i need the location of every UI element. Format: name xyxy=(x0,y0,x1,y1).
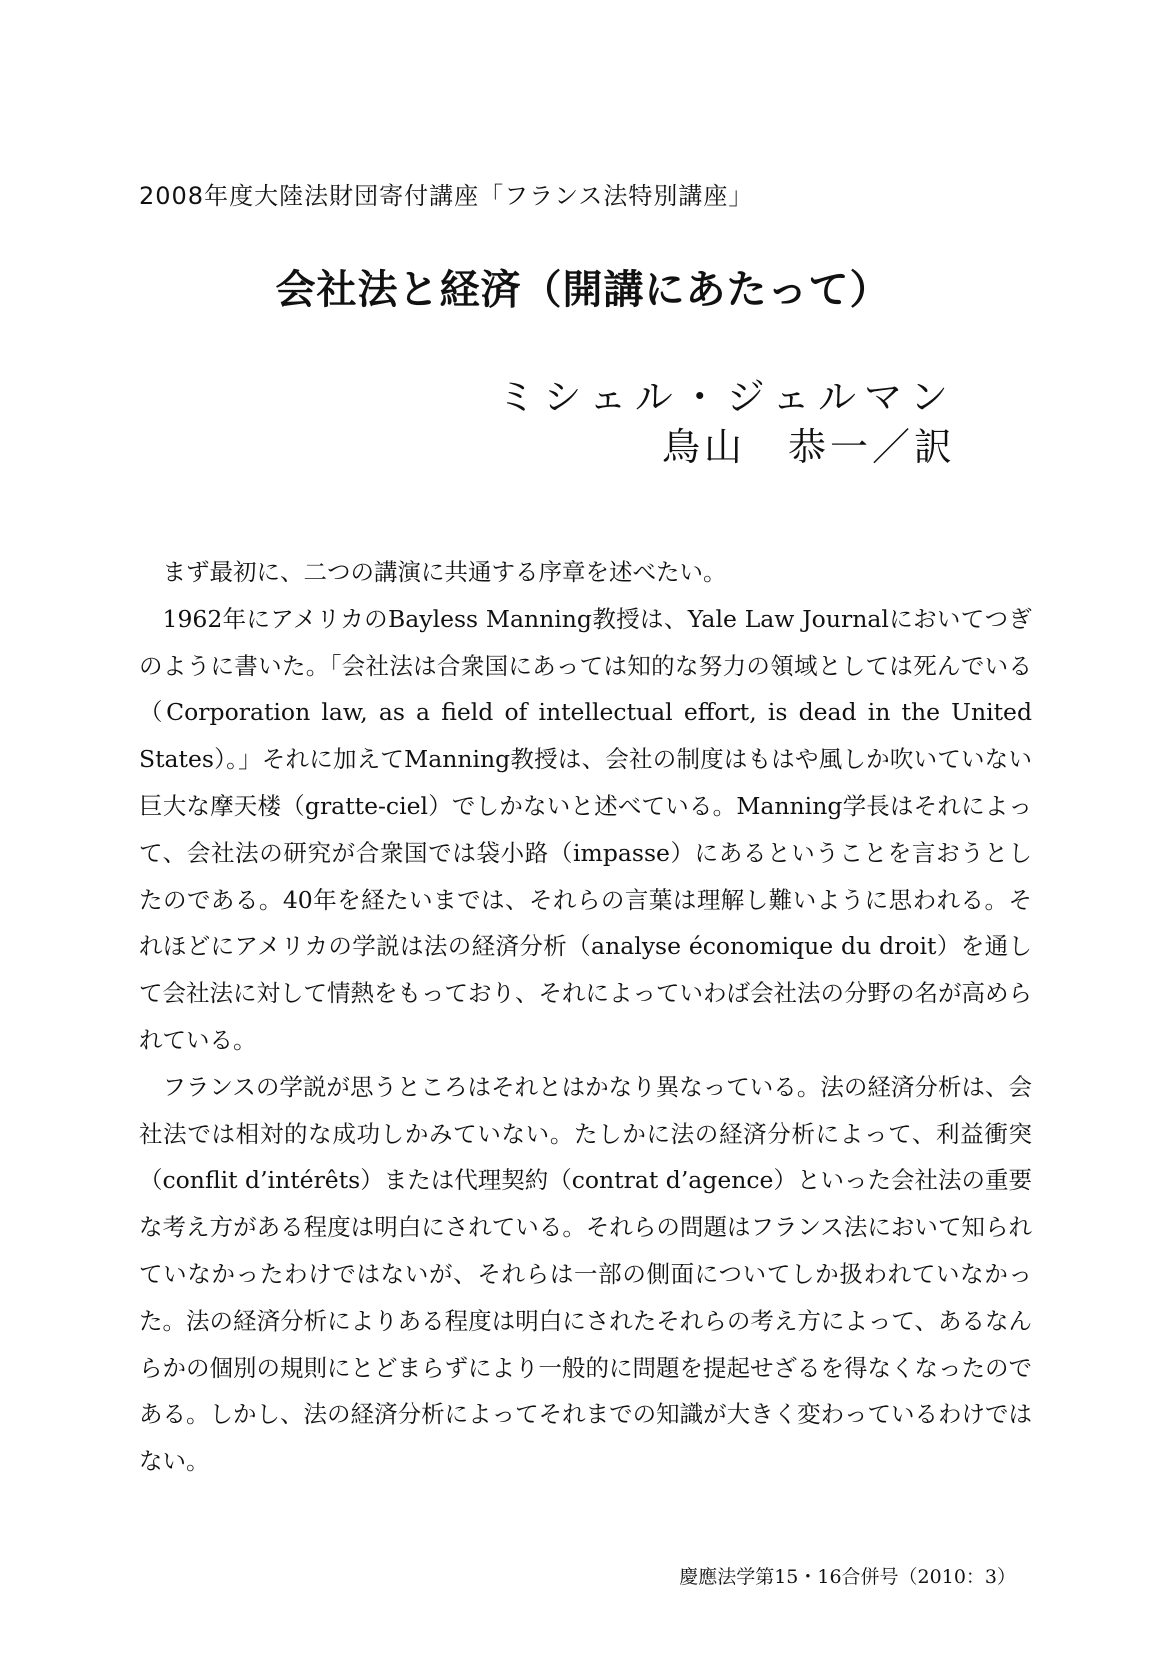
translator-credit: 鳥山 恭一／訳 xyxy=(661,425,956,469)
journal-footer: 慶應法学第15・16合併号（2010：3） xyxy=(679,1566,1016,1588)
body-paragraph: フランスの学説が思うところはそれとはかなり異なっている。法の経済分析は、会社法では相対的な成功しかみていない。たしかに法の経済分析によって、利益衝突（conflit d’intérêts）または代理契約（contrat d’agence）といった会社法の重要な考え方がある程度は明白にされている。それらの問題はフランス法において知られていなかったわけではないが、それらは一部の側面についてしか扱われていなかった。法の経済分析によりある程度は明白にされたそれらの考え方によって、あるなんらかの個別の規則にとどまらずにより一般的に問題を提起せざるを得なくなったのである。しかし、法の経済分析によってそれまでの知識が大きく変わっているわけではない。 xyxy=(139,1072,1032,1476)
article-title: 会社法と経済（開講にあたって） xyxy=(275,266,891,313)
lecture-series-heading: 2008年度大陸法財団寄付講座「フランス法特別講座」 xyxy=(139,182,754,210)
author-block xyxy=(498,372,956,472)
body-paragraph: まず最初に、二つの講演に共通する序章を述べたい。 xyxy=(162,558,727,586)
author-name: ミシェル・ジェルマン xyxy=(497,375,956,419)
body-paragraph: 1962年にアメリカのBayless Manning教授は、Yale Law Journalにおいてつぎのように書いた。「会社法は合衆国にあっては知的な努力の領域としては死んでいる（Corporation law, as a field of intellectual effort, is dead in the United States）。」それに加えてManning教授は、会社の制度はもはや風しか吹いていない巨大な摩天楼（gratte-ciel）でしかないと述べている。Manning学長はそれによって、会社法の研究が合衆国では袋小路（impasse）にあるということを言おうとしたのである。40年を経たいまでは、それらの言葉は理解し難いように思われる。それほどにアメリカの学説は法の経済分析（analyse économique du droit）を通して会社法に対して情熱をもっており、それによっていわば会社法の分野の名が高められている。 xyxy=(139,604,1032,1054)
article-body xyxy=(139,549,1032,1485)
